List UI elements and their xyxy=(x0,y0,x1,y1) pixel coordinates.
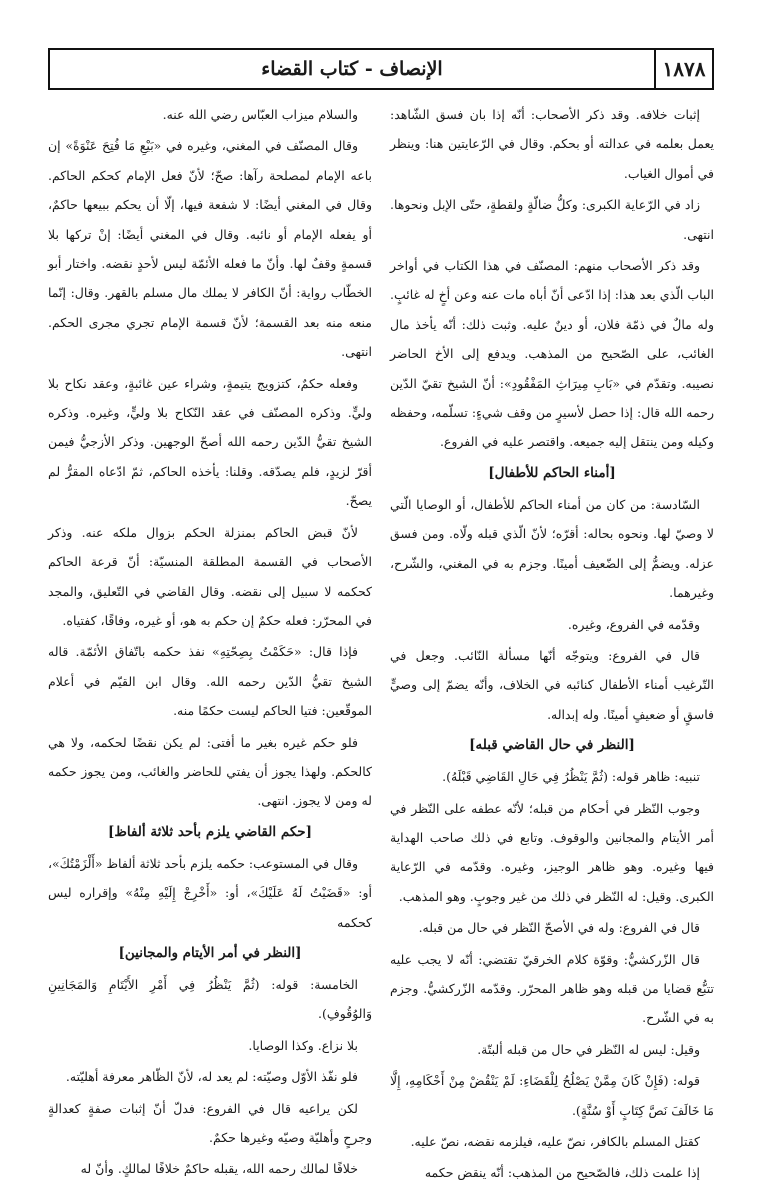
paragraph: قوله: (فَإِنْ كَانَ مِمَّنْ يَصْلُحُ لِلْقَضَاءِ: لَمْ يَنْقُضْ مِنْ أَحْكَامِهِ، إِلَّا مَا خَالَفَ نَصَّ كِتَابٍ أَوْ سُنَّةٍ). xyxy=(390,1073,714,1118)
page-number: ١٨٧٨ xyxy=(654,50,712,88)
paragraph: فلو حكم غيره بغير ما أفتى: لم يكن نقضًا لحكمه، ولا هي كالحكم. ولهذا يجوز أن يفتي للحاضر والغائب، ومن يجوز حكمه له ومن لا يجوز. انتهى. xyxy=(48,734,372,809)
paragraph: إثبات خلافه. وقد ذكر الأصحاب: أنّه إذا بان فسق الشّاهد: يعمل بعلمه في عدالته أو بحكم. وقال في الرّعايتين هنا: وينظر في أموال الغياب. xyxy=(390,107,714,181)
section-heading: [النظر في أمر الأيتام والمجانين] xyxy=(118,944,302,961)
paragraph: والسلام ميزاب العبّاس رضي الله عنه. xyxy=(162,107,358,122)
paragraph: وقد ذكر الأصحاب منهم: المصنّف في هذا الكتاب في أواخر الباب الّذي بعد هذا: إذا ادّعى أنّ أباه مات عنه وعن أخٍ له غائبٍ. وله مالٌ في ذمّة فلان، أو دينٌ عليه. وثبت ذلك: أنّه يأخذ مال الغائب، على الصّحيح من المذهب. ويدفع إلى الأخ الحاضر نصيبه. وتقدّم في «بَابِ مِيرَاثِ المَفْقُودِ»: أنّ الشيخ تقيّ الدّين رحمه الله قال: إذا حصل لأسيرٍ من وقف شيءٍ: تسلّمه، وحفظه وكيله ومن ينتقل إليه جميعه. واقتصر عليه في الفروع. xyxy=(390,258,714,450)
left-column xyxy=(390,100,714,1181)
running-header xyxy=(48,48,714,90)
paragraph: قال الزّركشيُّ: وقوّة كلام الخرقيّ تقتضي: أنّه لا يجب عليه تتبُّع قضايا من قبله وهو ظاهر المحرّر. وقدّمه الزّركشيُّ. وجزم به في الشّرح. xyxy=(390,951,714,1026)
paragraph: قال في الفروع: وله في الأصحّ النّظر في حال من قبله. xyxy=(418,920,700,936)
running-title: الإنصاف - كتاب القضاء xyxy=(261,58,443,80)
paragraph: وجوب النّظر في أحكام من قبله؛ لأنّه عطفه على النّظر في أمر الأيتام والمجانين والوقوف. وتابع في ذلك صاحب الهداية فيها وغيره. وهو ظاهر الوجيز، وغيره. وقدّمه في الرّعاية الكبرى. وقيل: له النّظر في ذلك من غير وجوبٍ. وهو المذهب. xyxy=(390,800,714,904)
paragraph: زاد في الرّعاية الكبرى: وكلُّ ضالّةٍ ولقطةٍ، حتّى الإبل ونحوها. انتهى. xyxy=(390,197,714,242)
paragraph: الخامسة: قوله: (ثُمَّ يَنْظُرُ فِي أَمْرِ الأَيْتَامِ وَالمَجَانِينِ وَالوُقُوفِ). xyxy=(48,976,372,1022)
paragraph: وقدّمه في الفروع، وغيره. xyxy=(567,616,700,632)
paragraph: إذا علمت ذلك، فالصّحيح من المذهب: أنّه ينقض حكمه xyxy=(424,1165,700,1181)
paragraph: قال في الفروع: ويتوجّه أنّها مسألة النّائب. وجعل في التّرغيب أمناء الأطفال كنائبه في الخلاف، وأنّه يضمّ إلى وصيٍّ فاسقٍ أو ضعيفٍ أمينًا. وله إبداله. xyxy=(390,647,714,722)
section-heading: [حكم القاضي يلزم بأحد ثلاثة ألفاظ] xyxy=(107,823,313,840)
paragraph: لأنّ قبض الحاكم بمنزلة الحكم بزوال ملكه عنه. وذكر الأصحاب في القسمة المطلقة المنسيّة: أنّ قرعة الحاكم كحكمه لا سبيل إلى نقضه. وقال القاضي في التّعليق، والمجد في المحرّر: فعله حكمٌ إن حكم به هو، أو غيره، وفاقًا، كفتياه. xyxy=(48,524,372,628)
paragraph: تنبيه: ظاهر قوله: (ثُمَّ يَنْظُرُ فِي حَالِ القَاضِي قَبْلَهُ). xyxy=(442,769,700,785)
paragraph: كقتل المسلم بالكافر، نصّ عليه، فيلزمه نقضه، نصّ عليه. xyxy=(410,1134,700,1149)
text-columns xyxy=(48,100,714,1181)
paragraph: فلو نفّذ الأوّل وصيّته: لم يعد له، لأنّ الظّاهر معرفة أهليّته. xyxy=(65,1069,358,1085)
right-column xyxy=(48,100,372,1177)
paragraph: السّادسة: من كان من أمناء الحاكم للأطفال، أو الوصايا الّتي لا وصيّ لها. ونحوه بحاله: أقرّه؛ لأنّ الّذي قبله ولّاه. ومن فسق عزله. ويضمُّ إلى الضّعيف أمينًا. وجزم به في المغني، والشّرح، وغيرهما. xyxy=(390,496,714,601)
paragraph: وقال في المستوعب: حكمه يلزم بأحد ثلاثة ألفاظ «أَلْزَمْتُكَ»، أو: «قَضَيْتُ لَهُ عَلَيْكَ»، أو: «أَخْرِجْ إِلَيْهِ مِنْهُ» وإقراره ليس كحكمه xyxy=(48,855,372,930)
paragraph: وقال المصنّف في المغني، وغيره في «بَيْعِ مَا فُتِحَ عَنْوَةً» إن باعه الإمام لمصلحة رآها: صحّ؛ لأنّ فعل الإمام كحكم الحاكم. وقال في المغني أيضًا: لا شفعة فيها، إلّا أن يحكم ببيعها حاكمٌ، أو يفعله الإمام أو نائبه. وقال في المغني أيضًا: إنْ تركها بلا قسمةٍ وقفٌ لها. وأنّ ما فعله الأئمّة ليس لأحدٍ نقضه. واختار أبو الخطّاب رواية: أنّ الكافر لا يملك مال مسلم بالقهر. وقال: إنّما منعه منه بعد القسمة؛ لأنّ قسمة الإمام تجري مجرى الحكم. انتهى. xyxy=(48,138,372,360)
paragraph: وفعله حكمٌ، كتزويج يتيمةٍ، وشراء عين غائبةٍ، وعقد نكاح بلا وليٍّ. وذكره المصنّف في عقد النّكاح بلا وليٍّ، وغيره. وذكره الشيخ تقيُّ الدّين رحمه الله أصحّ الوجهين. وذكر الأزجيُّ فيمن أقرّ لزيدٍ، فلم يصدّقه. وقلنا: يأخذه الحاكم، ثمّ ادّعاه المقرُّ لم يصحّ. xyxy=(48,375,372,509)
paragraph: خلافًا لمالك رحمه الله، يقبله حاكمٌ خلافًا لمالكٍ. وأنّ له xyxy=(80,1161,358,1177)
section-heading: [أمناء الحاكم للأطفال] xyxy=(488,464,616,481)
section-heading: [النظر في حال القاضي قبله] xyxy=(469,737,635,754)
paragraph: لكن يراعيه قال في الفروع: فدلّ أنّ إثبات صفةٍ كعدالةٍ وجرحٍ وأهليّة وصيّه وغيرها حكمٌ. xyxy=(48,1100,372,1145)
paragraph: وقيل: ليس له النّظر في حال من قبله ألبتّة. xyxy=(477,1041,700,1057)
paragraph: بلا نزاع. وكذا الوصايا. xyxy=(248,1037,358,1053)
paragraph: فإذا قال: «حَكَمْتُ بِصِحّتِهِ» نفذ حكمه باتّفاق الأئمّة. قاله الشيخ تقيُّ الدّين رحمه الله. وقال ابن القيّم في أعلام الموقّعين: فتيا الحاكم ليست حكمًا منه. xyxy=(48,644,372,719)
